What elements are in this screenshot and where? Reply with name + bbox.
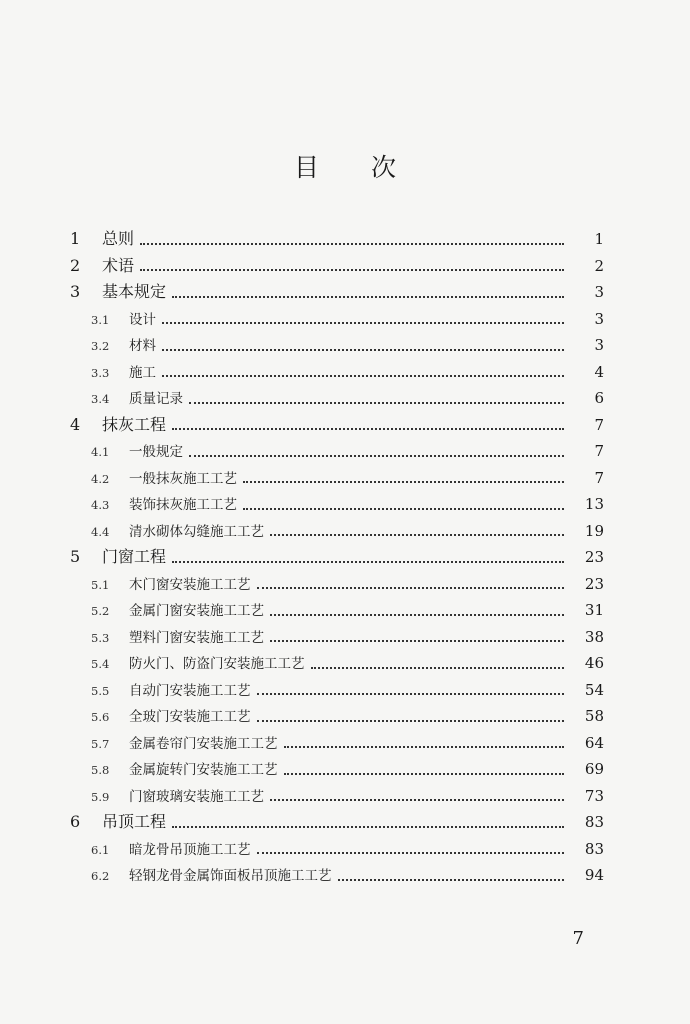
- toc-entry-page: 7: [594, 468, 604, 487]
- toc-entry-number: 5.7: [91, 736, 110, 751]
- toc-entry-title: 质量记录: [129, 391, 183, 407]
- toc-entry-page: 6: [594, 389, 604, 407]
- toc-entry[interactable]: [0, 359, 690, 386]
- toc-entry-page: 2: [594, 256, 604, 275]
- toc-entry[interactable]: [0, 385, 690, 412]
- dot-leader: [243, 480, 564, 483]
- dot-leader: [270, 533, 564, 536]
- toc-entry-number: 4: [70, 414, 81, 434]
- toc-entry[interactable]: [0, 226, 690, 253]
- toc-entry-number: 2: [70, 255, 81, 275]
- toc-entry[interactable]: [0, 862, 690, 889]
- toc-entry-number: 4.4: [91, 524, 110, 539]
- toc-entry-number: 6.1: [91, 842, 110, 857]
- title-char-2: 次: [371, 153, 397, 182]
- toc-entry-title: 金属旋转门安装施工工艺: [129, 762, 278, 778]
- dot-leader: [270, 639, 564, 642]
- toc-entry-number: 3.1: [91, 312, 110, 327]
- toc-entry[interactable]: [0, 279, 690, 306]
- dot-leader: [311, 666, 565, 669]
- toc-entry-number: 3: [70, 282, 81, 301]
- toc-entry-page: 3: [594, 336, 604, 354]
- toc-entry-title: 一般抹灰施工工艺: [129, 470, 237, 487]
- toc-entry-title: 清水砌体勾缝施工工艺: [129, 523, 264, 540]
- toc-entry[interactable]: [0, 809, 690, 836]
- toc-entry[interactable]: [0, 438, 690, 465]
- toc-entry-page: 46: [584, 654, 604, 672]
- toc-entry-page: 83: [584, 839, 604, 858]
- dot-leader: [172, 825, 564, 828]
- dot-leader: [270, 798, 564, 801]
- toc-entry-page: 31: [584, 601, 604, 619]
- toc-entry[interactable]: [0, 518, 690, 545]
- toc-entry-title: 防火门、防盗门安装施工工艺: [129, 656, 305, 672]
- toc-entry-page: 83: [584, 813, 604, 831]
- dot-leader: [257, 851, 565, 854]
- toc-entry-title: 施工: [129, 364, 156, 381]
- toc-entry-title: 设计: [129, 311, 156, 328]
- toc-entry-title: 自动门安装施工工艺: [129, 682, 251, 699]
- toc-entry-number: 6: [70, 812, 81, 831]
- toc-entry-number: 5.4: [91, 657, 110, 671]
- dot-leader: [257, 692, 565, 695]
- dot-leader: [162, 321, 564, 324]
- toc-entry-title: 木门窗安装施工工艺: [129, 576, 251, 593]
- page-title: [0, 148, 690, 184]
- toc-entry[interactable]: [0, 491, 690, 518]
- toc-entry-title: 抹灰工程: [102, 414, 167, 434]
- toc-entry[interactable]: [0, 332, 690, 359]
- table-of-contents: [0, 226, 690, 889]
- toc-entry-number: 5.3: [91, 630, 110, 645]
- toc-entry-title: 装饰抹灰施工工艺: [129, 497, 237, 513]
- dot-leader: [189, 401, 564, 404]
- toc-entry[interactable]: [0, 703, 690, 730]
- dot-leader: [172, 295, 564, 298]
- toc-entry[interactable]: [0, 677, 690, 704]
- toc-entry-page: 94: [584, 866, 604, 884]
- toc-entry[interactable]: [0, 544, 690, 571]
- toc-entry-title: 门窗玻璃安装施工工艺: [129, 788, 264, 805]
- toc-entry-number: 5.2: [91, 604, 110, 618]
- toc-entry[interactable]: [0, 624, 690, 651]
- toc-entry-page: 54: [584, 680, 604, 699]
- page-number: 7: [572, 928, 584, 949]
- toc-entry-title: 总则: [102, 229, 135, 248]
- dot-leader: [172, 427, 564, 430]
- toc-entry-page: 4: [594, 362, 604, 381]
- toc-entry-page: 73: [584, 786, 604, 805]
- toc-entry-page: 1: [594, 230, 604, 248]
- toc-entry[interactable]: [0, 756, 690, 783]
- toc-entry-number: 3.3: [91, 365, 110, 380]
- dot-leader: [284, 745, 565, 748]
- toc-entry-page: 13: [584, 495, 604, 513]
- toc-entry[interactable]: [0, 730, 690, 757]
- toc-entry-title: 塑料门窗安装施工工艺: [129, 629, 264, 646]
- toc-entry-title: 基本规定: [102, 282, 167, 301]
- toc-entry-title: 轻钢龙骨金属饰面板吊顶施工工艺: [129, 868, 332, 884]
- dot-leader: [257, 719, 565, 722]
- toc-entry-number: 3.4: [91, 392, 110, 406]
- toc-entry-number: 5: [70, 547, 81, 566]
- toc-entry-page: 23: [584, 574, 604, 593]
- toc-entry-page: 69: [584, 760, 604, 778]
- toc-entry[interactable]: [0, 253, 690, 280]
- toc-entry-page: 58: [584, 707, 604, 725]
- toc-entry-number: 5.5: [91, 683, 110, 698]
- dot-leader: [243, 507, 564, 510]
- toc-entry-number: 4.2: [91, 471, 110, 486]
- dot-leader: [172, 560, 564, 563]
- toc-entry-number: 1: [70, 229, 81, 248]
- toc-entry-number: 5.6: [91, 710, 110, 724]
- toc-entry[interactable]: [0, 306, 690, 333]
- dot-leader: [257, 586, 565, 589]
- dot-leader: [140, 268, 564, 271]
- toc-entry[interactable]: [0, 597, 690, 624]
- toc-entry-page: 23: [584, 548, 604, 566]
- toc-entry-number: 4.3: [91, 498, 110, 512]
- toc-entry-title: 吊顶工程: [102, 812, 167, 831]
- toc-entry-page: 64: [584, 733, 604, 752]
- toc-entry[interactable]: [0, 836, 690, 863]
- dot-leader: [162, 374, 564, 377]
- toc-entry-title: 金属门窗安装施工工艺: [129, 603, 264, 619]
- title-char-1: 目: [293, 153, 319, 182]
- dot-leader: [270, 613, 564, 616]
- dot-leader: [338, 878, 565, 881]
- toc-entry-title: 术语: [102, 255, 135, 275]
- dot-leader: [162, 348, 564, 351]
- dot-leader: [189, 454, 564, 457]
- toc-entry-page: 3: [594, 283, 604, 301]
- toc-entry-title: 一般规定: [129, 444, 183, 460]
- toc-entry[interactable]: [0, 650, 690, 677]
- toc-entry[interactable]: [0, 465, 690, 492]
- toc-entry[interactable]: [0, 571, 690, 598]
- toc-entry-page: 38: [584, 627, 604, 646]
- toc-entry-title: 金属卷帘门安装施工工艺: [129, 735, 278, 752]
- toc-entry-title: 材料: [129, 338, 156, 354]
- toc-entry-title: 门窗工程: [102, 547, 167, 566]
- toc-entry-number: 5.9: [91, 789, 110, 804]
- toc-entry-title: 全玻门安装施工工艺: [129, 709, 251, 725]
- toc-entry-page: 7: [594, 442, 604, 460]
- toc-entry-page: 3: [594, 309, 604, 328]
- toc-entry-number: 6.2: [91, 869, 110, 883]
- toc-entry-page: 19: [584, 521, 604, 540]
- toc-entry[interactable]: [0, 412, 690, 439]
- toc-entry-page: 7: [594, 415, 604, 434]
- dot-leader: [284, 772, 565, 775]
- dot-leader: [140, 242, 564, 245]
- toc-entry-number: 5.1: [91, 577, 110, 592]
- toc-entry-title: 暗龙骨吊顶施工工艺: [129, 841, 251, 858]
- toc-entry-number: 3.2: [91, 339, 110, 353]
- toc-entry[interactable]: [0, 783, 690, 810]
- toc-entry-number: 5.8: [91, 763, 110, 777]
- toc-entry-number: 4.1: [91, 445, 110, 459]
